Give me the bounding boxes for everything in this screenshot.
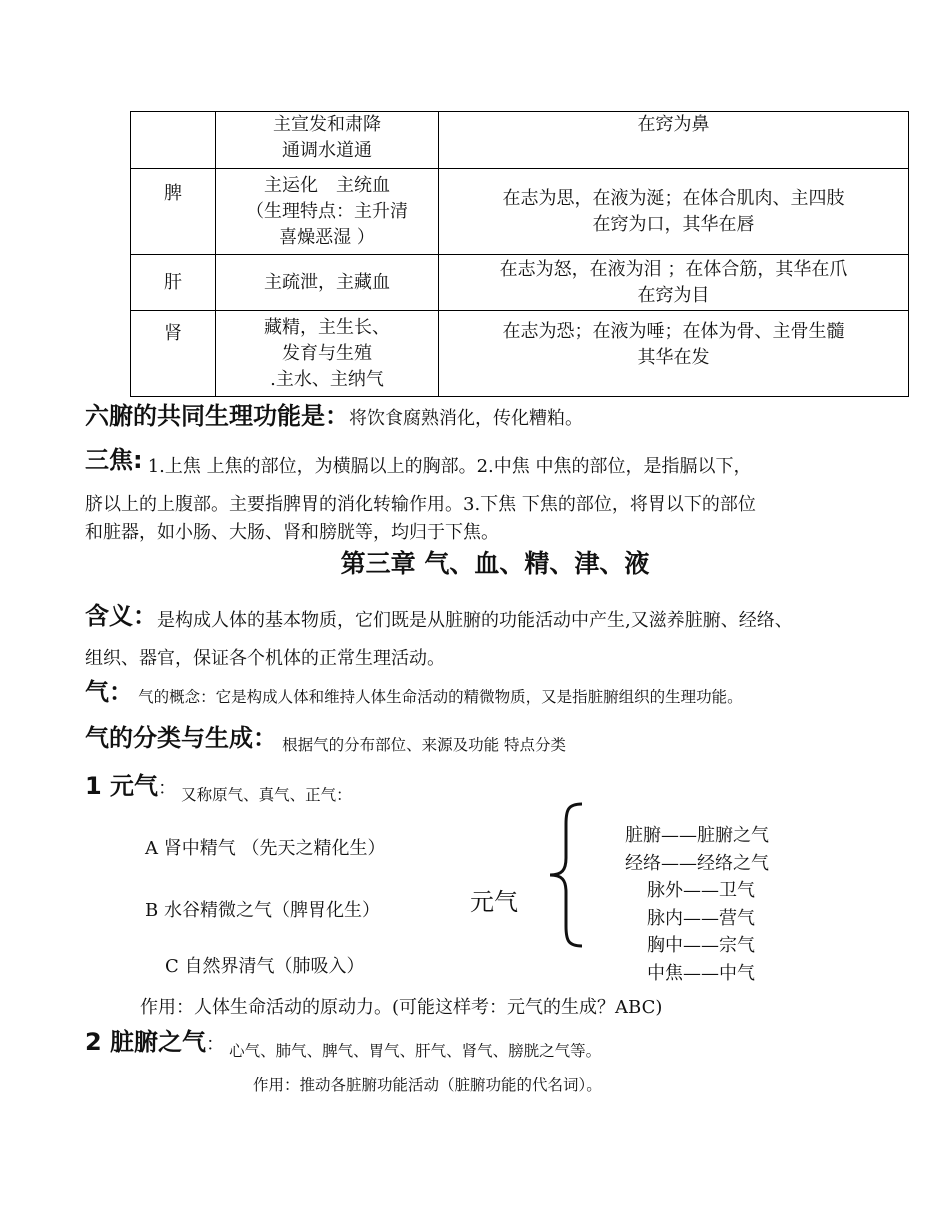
organ-table xyxy=(130,111,909,397)
yuan-qi-center-label: 元气 xyxy=(470,888,518,916)
function-line: 通调水道通 xyxy=(282,140,372,161)
zangfu-qi-text: 心气、肺气、脾气、胃气、肝气、肾气、膀胱之气等。 xyxy=(229,1042,602,1060)
meaning-heading: 含义： xyxy=(85,602,157,630)
relation-line: 在志为思，在液为涎；在体合肌肉、主四肢 xyxy=(502,187,845,209)
organ-cell: 脾 xyxy=(131,169,216,255)
yuan-qi-heading: 1 元气 xyxy=(85,772,159,800)
branch-item: 脉外——卫气 xyxy=(647,880,755,901)
function-line: 发育与生殖 xyxy=(282,342,372,364)
branch-item: 脏腑——脏腑之气 xyxy=(625,825,769,846)
six-fu-heading: 六腑的共同生理功能是： xyxy=(85,402,349,430)
san-jiao-line2: 脐以上的上腹部。主要指脾胃的消化转输作用。3.下焦 下焦的部位，将胃以下的部位 xyxy=(85,494,756,515)
function-line: 主宣发和肃降 xyxy=(273,114,381,135)
function-cell xyxy=(216,112,439,169)
six-fu-text: 将饮食腐熟消化，传化糟粕。 xyxy=(349,408,583,429)
function-cell xyxy=(216,255,439,311)
organ-cell: 肾 xyxy=(131,311,216,397)
yuan-qi-text: 又称原气、真气、正气： xyxy=(181,786,352,804)
yuan-qi-source-b: B 水谷精微之气（脾胃化生） xyxy=(145,900,380,921)
table-row xyxy=(131,112,909,169)
yuan-qi-source-a: A 肾中精气 （先天之精化生） xyxy=(145,838,386,859)
function-cell xyxy=(216,169,439,255)
yuan-qi-section xyxy=(85,766,352,805)
organ-cell: 肝 xyxy=(131,255,216,311)
san-jiao-heading: 三焦: xyxy=(85,446,143,474)
relation-cell xyxy=(439,255,909,311)
relation-line: 在志为怒，在液为泪 ；在体合筋，其华在爪 xyxy=(499,258,848,280)
six-fu-section xyxy=(85,396,583,431)
zangfu-qi-heading: 2 脏腑之气 xyxy=(85,1028,207,1056)
relation-line: 其华在发 xyxy=(637,347,710,368)
relation-line: 在窍为口，其华在唇 xyxy=(592,213,755,235)
qi-heading: 气： xyxy=(85,678,133,706)
branch-item: 脉内——营气 xyxy=(647,907,755,929)
table-row xyxy=(131,311,909,397)
meaning-section xyxy=(85,596,793,632)
function-line: 藏精，主生长、 xyxy=(264,316,390,338)
branch-item: 胸中——宗气 xyxy=(647,935,755,956)
relation-cell xyxy=(439,112,909,169)
yuan-qi-source-c: C 自然界清气（肺吸入） xyxy=(165,956,365,977)
yuan-qi-branches xyxy=(625,822,769,987)
yuan-qi-colon: ： xyxy=(158,778,177,799)
table-row xyxy=(131,255,909,311)
qi-class-heading: 气的分类与生成： xyxy=(85,724,277,752)
function-line: 主运化 主统血 xyxy=(264,174,390,196)
relation-line: 在窍为鼻 xyxy=(637,114,710,135)
function-line: （生理特点：主升清 xyxy=(246,200,408,222)
function-cell xyxy=(216,311,439,397)
function-line: .主水、主纳气 xyxy=(270,368,384,390)
zangfu-qi-colon: ： xyxy=(206,1034,225,1055)
relation-cell xyxy=(439,169,909,255)
meaning-line2: 组织、器官，保证各个机体的正常生理活动。 xyxy=(85,648,445,669)
branch-item: 经络——经络之气 xyxy=(625,852,769,874)
branch-item: 中焦——中气 xyxy=(647,962,755,984)
chapter-title: 第三章 气、血、精、津、液 xyxy=(340,549,650,578)
yuan-qi-function: 作用：人体生命活动的原动力。(可能这样考：元气的生成？ABC) xyxy=(140,997,663,1018)
function-line: 喜燥恶湿 ） xyxy=(279,226,375,248)
zangfu-qi-function: 作用：推动各脏腑功能活动（脏腑功能的代名词）。 xyxy=(253,1076,602,1094)
san-jiao-section xyxy=(85,440,752,478)
table-row xyxy=(131,169,909,255)
meaning-line1: 是构成人体的基本物质，它们既是从脏腑的功能活动中产生,又滋养脏腑、经络、 xyxy=(157,610,793,631)
zangfu-qi-section xyxy=(85,1022,601,1061)
organ-cell xyxy=(131,112,216,169)
san-jiao-line3: 和脏器，如小肠、大肠、肾和膀胱等，均归于下焦。 xyxy=(85,522,499,543)
san-jiao-line1: 1.上焦 上焦的部位，为横膈以上的胸部。2.中焦 中焦的部位，是指膈以下， xyxy=(147,456,752,477)
qi-class-section xyxy=(85,718,566,755)
relation-line: 在窍为目 xyxy=(637,284,710,306)
qi-class-text: 根据气的分布部位、来源及功能 特点分类 xyxy=(282,736,567,754)
qi-text: 气的概念：它是构成人体和维持人体生命活动的精微物质，又是指脏腑组织的生理功能。 xyxy=(138,688,743,706)
qi-section xyxy=(85,672,743,707)
curly-brace-icon xyxy=(540,800,590,950)
relation-line: 在志为恐；在液为唾；在体为骨、主骨生髓 xyxy=(502,321,845,342)
function-line: 主疏泄，主藏血 xyxy=(264,271,390,293)
relation-cell xyxy=(439,311,909,397)
